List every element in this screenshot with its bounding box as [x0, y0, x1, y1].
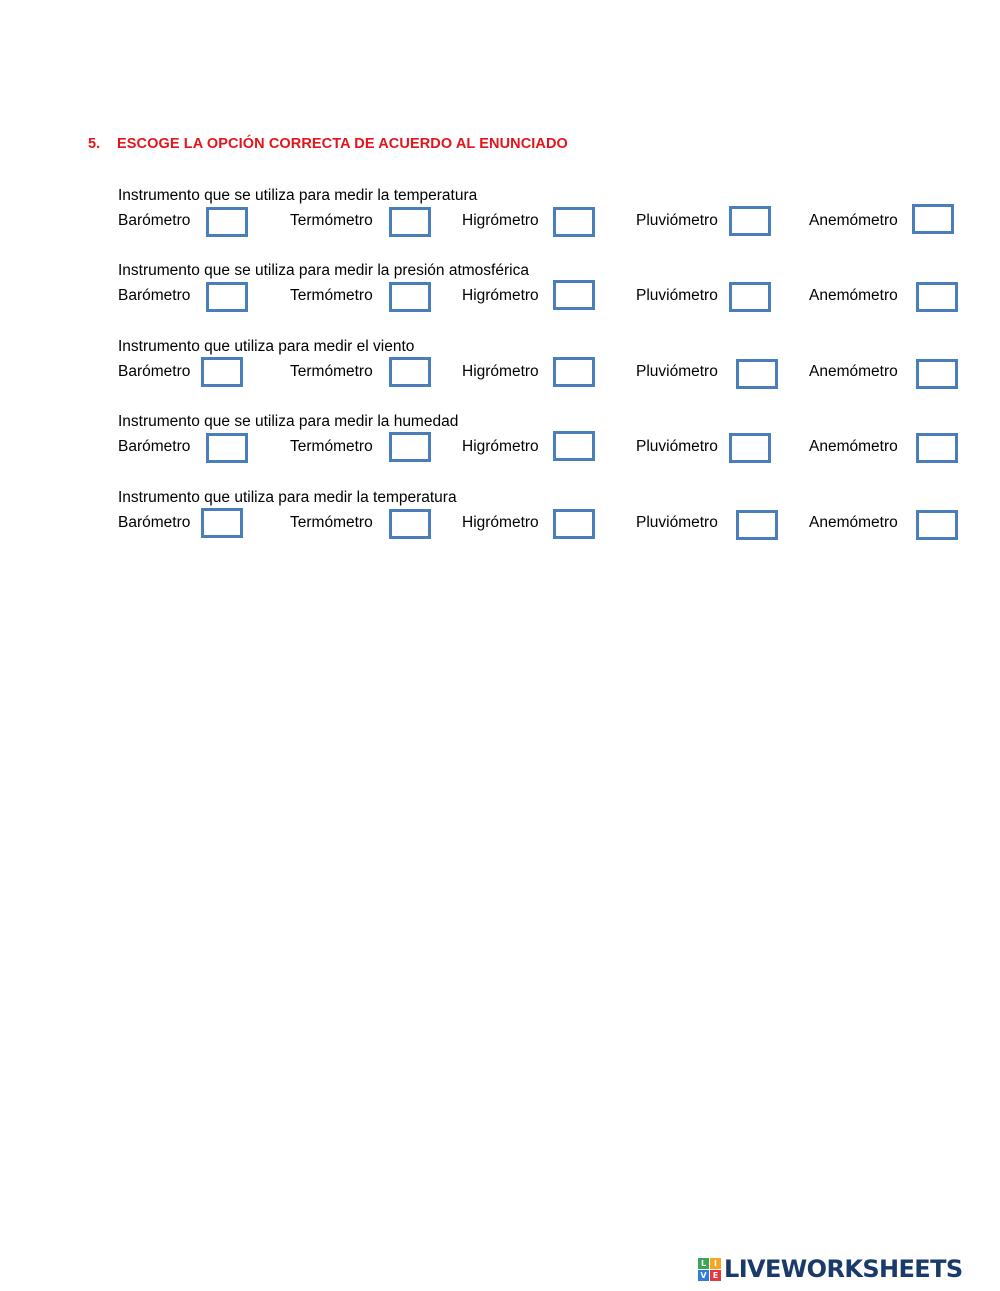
logo-block-v: V: [698, 1270, 709, 1281]
answer-box-barometro[interactable]: [206, 207, 248, 237]
option-label-barometro: Barómetro: [118, 438, 191, 455]
brand-wordmark: LIVEWORKSHEETS: [724, 1255, 963, 1283]
question-4: [118, 413, 978, 473]
answer-box-higrometro[interactable]: [553, 509, 595, 539]
option-label-anemometro: Anemómetro: [809, 363, 898, 380]
option-label-termometro: Termómetro: [290, 363, 373, 380]
option-label-higrometro: Higrómetro: [462, 438, 539, 455]
answer-box-pluviometro[interactable]: [729, 282, 771, 312]
option-label-higrometro: Higrómetro: [462, 212, 539, 229]
option-label-termometro: Termómetro: [290, 212, 373, 229]
answer-box-termometro[interactable]: [389, 509, 431, 539]
answer-box-pluviometro[interactable]: [729, 433, 771, 463]
answer-box-anemometro[interactable]: [916, 433, 958, 463]
answer-box-termometro[interactable]: [389, 207, 431, 237]
option-label-anemometro: Anemómetro: [809, 438, 898, 455]
answer-box-barometro[interactable]: [201, 357, 243, 387]
liveworksheets-brand: [698, 1255, 963, 1283]
option-label-pluviometro: Pluviómetro: [636, 287, 718, 304]
logo-block-l: L: [698, 1258, 709, 1269]
answer-box-anemometro[interactable]: [912, 204, 954, 234]
answer-box-barometro[interactable]: [206, 282, 248, 312]
answer-box-termometro[interactable]: [389, 357, 431, 387]
logo-block-i: I: [710, 1258, 721, 1269]
answer-box-termometro[interactable]: [389, 432, 431, 462]
option-label-termometro: Termómetro: [290, 287, 373, 304]
answer-box-higrometro[interactable]: [553, 357, 595, 387]
question-1: [118, 187, 978, 247]
question-prompt: Instrumento que se utiliza para medir la humedad: [118, 413, 459, 430]
question-3: [118, 338, 978, 398]
option-label-barometro: Barómetro: [118, 287, 191, 304]
answer-box-anemometro[interactable]: [916, 282, 958, 312]
option-label-higrometro: Higrómetro: [462, 363, 539, 380]
option-label-higrometro: Higrómetro: [462, 287, 539, 304]
option-label-anemometro: Anemómetro: [809, 212, 898, 229]
option-label-anemometro: Anemómetro: [809, 287, 898, 304]
answer-box-higrometro[interactable]: [553, 280, 595, 310]
question-5: [118, 489, 978, 549]
question-prompt: Instrumento que se utiliza para medir la temperatura: [118, 187, 478, 204]
answer-box-higrometro[interactable]: [553, 431, 595, 461]
option-label-pluviometro: Pluviómetro: [636, 438, 718, 455]
option-label-higrometro: Higrómetro: [462, 514, 539, 531]
answer-box-termometro[interactable]: [389, 282, 431, 312]
option-label-barometro: Barómetro: [118, 514, 191, 531]
answer-box-barometro[interactable]: [201, 508, 243, 538]
question-2: [118, 262, 978, 322]
answer-box-pluviometro[interactable]: [736, 510, 778, 540]
liveworksheets-logo-icon: [698, 1258, 721, 1281]
question-prompt: Instrumento que se utiliza para medir la presión atmosférica: [118, 262, 529, 279]
answer-box-higrometro[interactable]: [553, 207, 595, 237]
option-label-barometro: Barómetro: [118, 363, 191, 380]
option-label-anemometro: Anemómetro: [809, 514, 898, 531]
option-label-pluviometro: Pluviómetro: [636, 363, 718, 380]
option-label-termometro: Termómetro: [290, 514, 373, 531]
logo-block-e: E: [710, 1270, 721, 1281]
answer-box-pluviometro[interactable]: [736, 359, 778, 389]
option-label-pluviometro: Pluviómetro: [636, 212, 718, 229]
question-prompt: Instrumento que utiliza para medir la temperatura: [118, 489, 457, 506]
heading-text: ESCOGE LA OPCIÓN CORRECTA DE ACUERDO AL ENUNCIADO: [117, 136, 568, 152]
section-heading: [88, 136, 568, 152]
question-prompt: Instrumento que utiliza para medir el viento: [118, 338, 415, 355]
answer-box-anemometro[interactable]: [916, 359, 958, 389]
answer-box-pluviometro[interactable]: [729, 206, 771, 236]
option-label-termometro: Termómetro: [290, 438, 373, 455]
answer-box-anemometro[interactable]: [916, 510, 958, 540]
heading-number: 5.: [88, 136, 101, 152]
answer-box-barometro[interactable]: [206, 433, 248, 463]
option-label-pluviometro: Pluviómetro: [636, 514, 718, 531]
option-label-barometro: Barómetro: [118, 212, 191, 229]
